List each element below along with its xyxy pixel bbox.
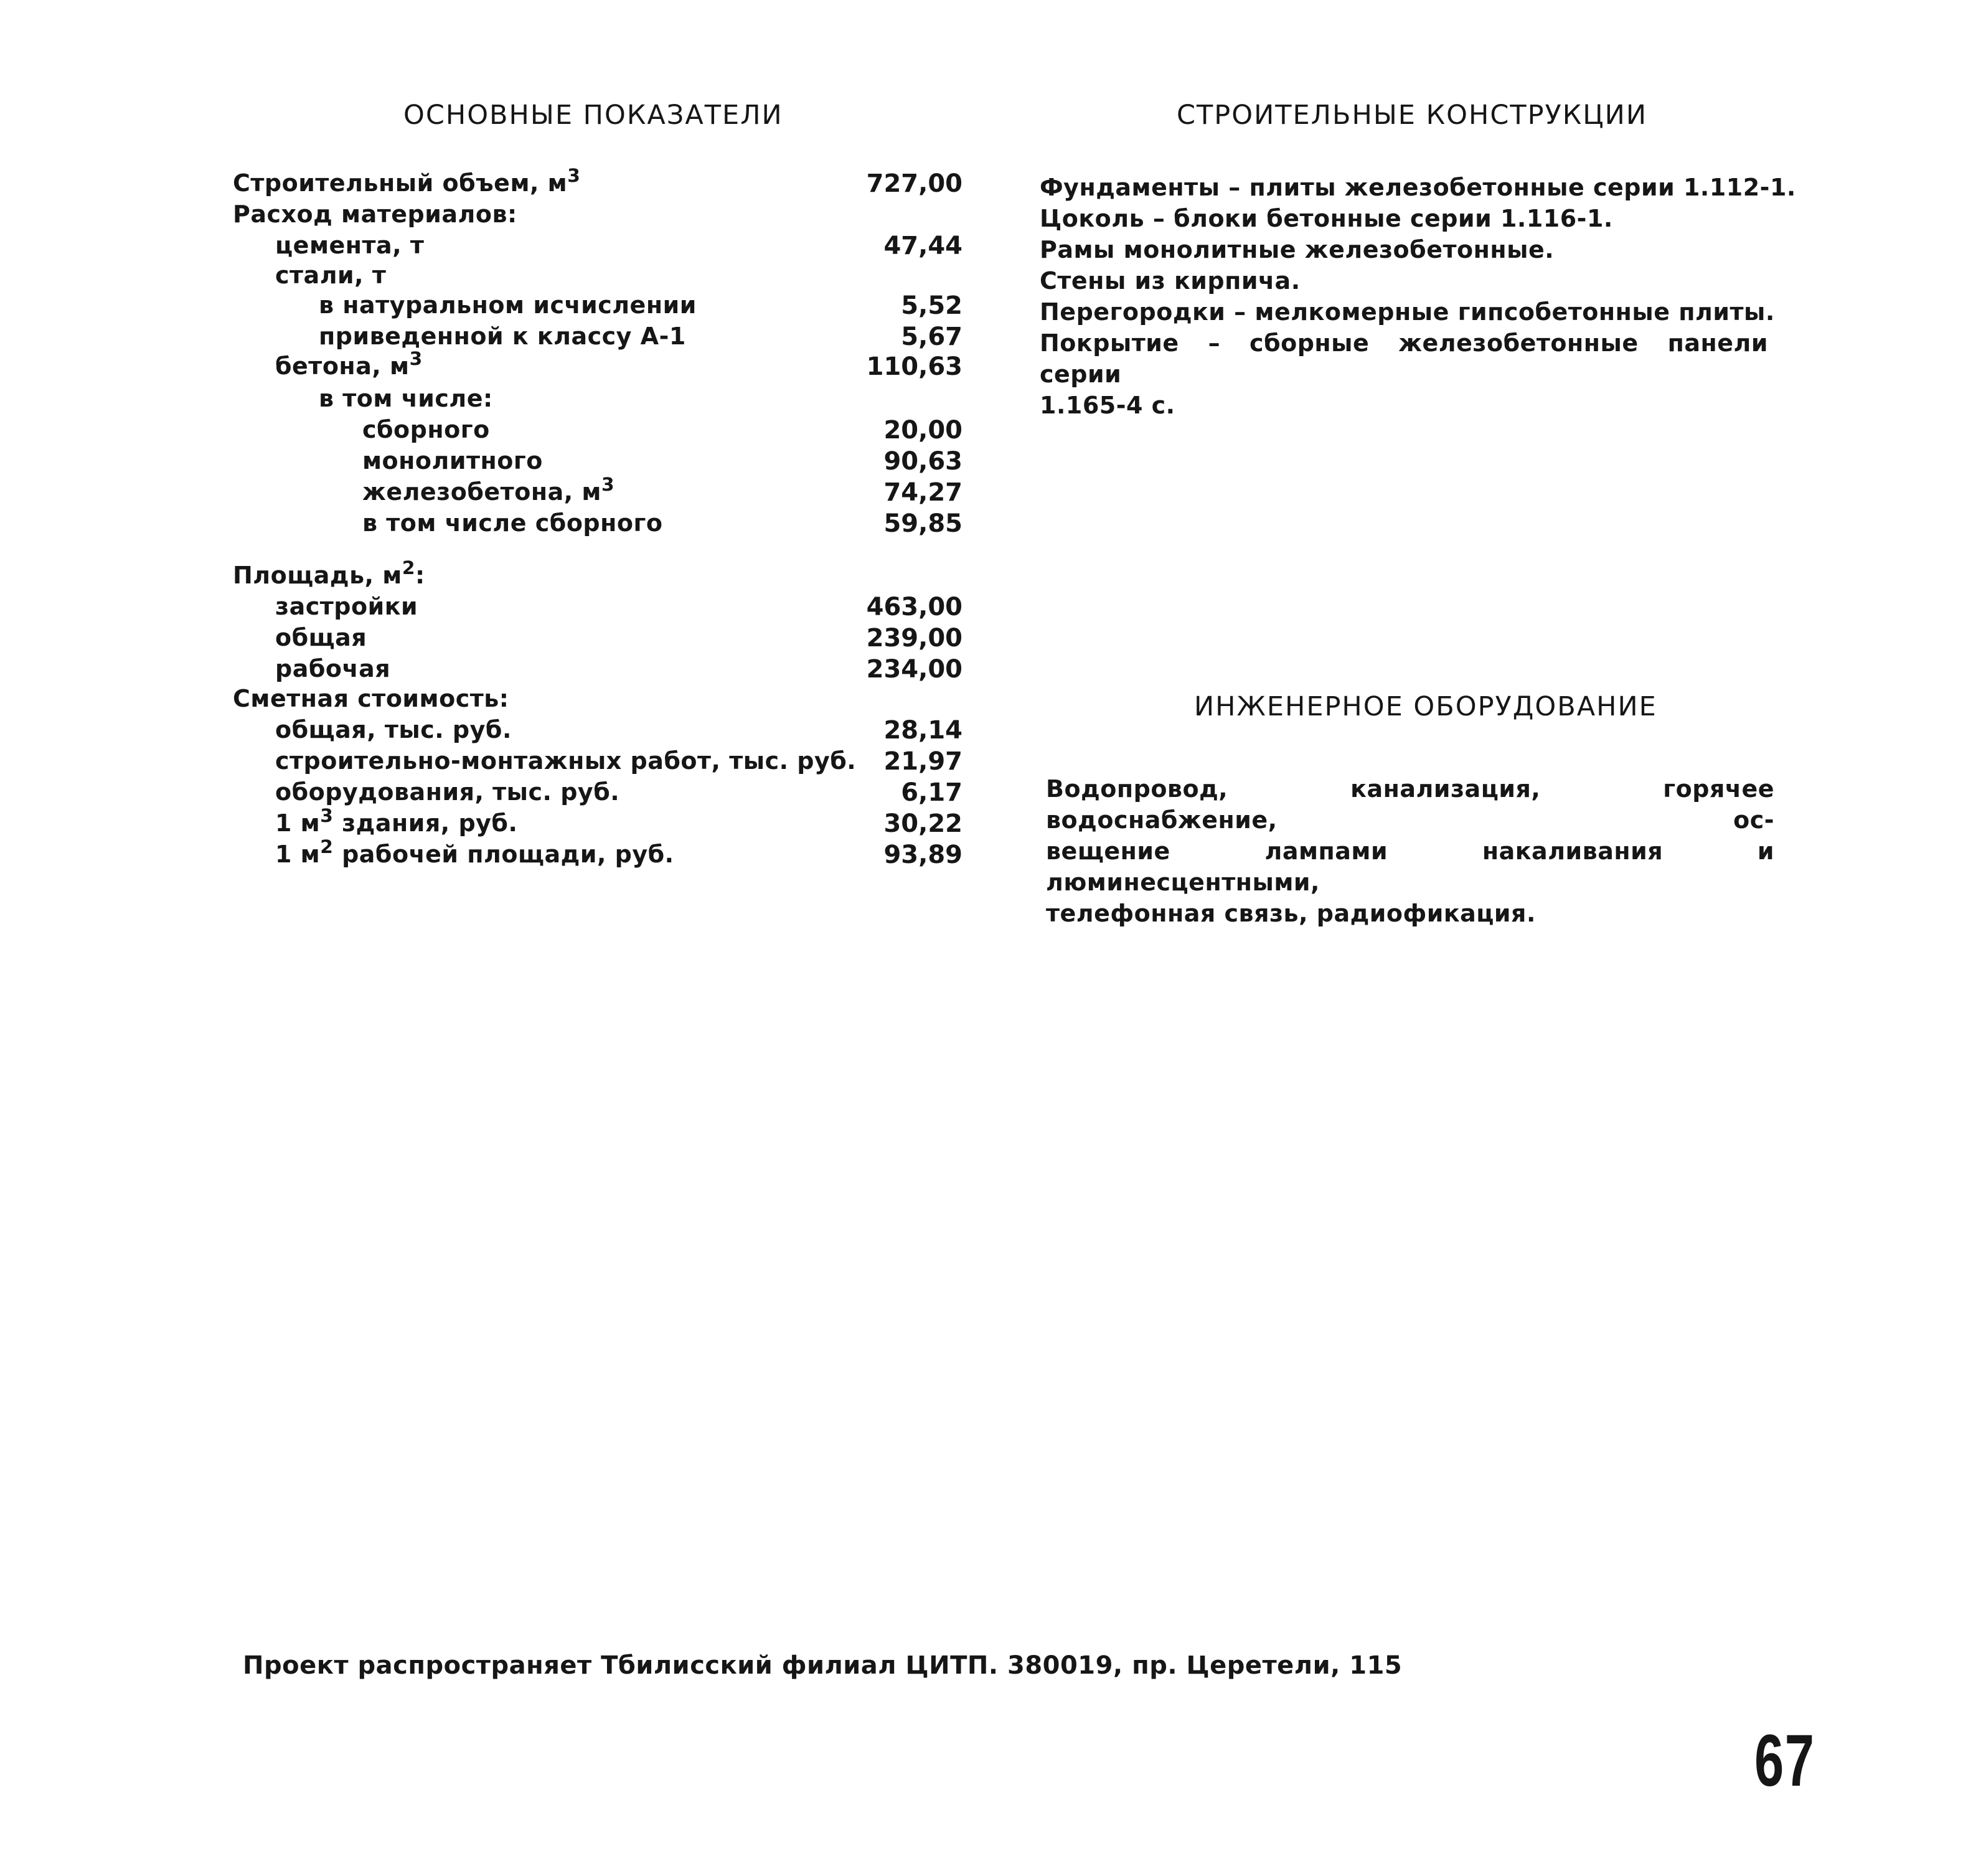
indicator-label: общая, тыс. руб. [275, 716, 512, 743]
indicator-value: 59,85 [883, 509, 962, 538]
indicator-value: 727,00 [866, 169, 962, 198]
indicator-label: в том числе: [319, 385, 493, 412]
indicator-row [0, 804, 962, 841]
unit-exponent: 3 [601, 473, 615, 495]
indicator-row [0, 323, 962, 354]
indicator-value: 5,52 [901, 291, 962, 320]
engineering-line: вещение лампами накаливания и люминесцентными, [1046, 837, 1774, 896]
indicator-label: Сметная стоимость: [233, 685, 509, 712]
constructions-heading: СТРОИТЕЛЬНЫЕ КОНСТРУКЦИИ [1177, 100, 1647, 131]
indicator-row [0, 200, 962, 232]
indicator-row [0, 778, 962, 809]
unit-exponent: 3 [567, 164, 581, 186]
indicator-label: общая [275, 624, 367, 651]
indicator-label: застройки [275, 593, 418, 620]
indicator-label: Строительный объем, $м^3$ [233, 164, 581, 197]
unit-exponent: 2 [402, 556, 415, 578]
construction-line: Покрытие – сборные железобетонные панели серии [1040, 329, 1768, 388]
indicator-label: в натуральном исчислении [319, 291, 697, 319]
indicator-label: рабочая [275, 655, 391, 682]
engineering-line: Водопровод, канализация, горячее водоснабжение, ос- [1046, 775, 1774, 834]
unit-exponent: 3 [409, 347, 423, 369]
indicator-value: 239,00 [866, 624, 962, 653]
construction-line: Фундаменты – плиты железобетонные серии 1.112-1. [1040, 174, 1796, 201]
indicator-value: 234,00 [866, 655, 962, 684]
indicator-value: 20,00 [883, 416, 962, 445]
construction-line: Цоколь – блоки бетонные серии 1.116-1. [1040, 205, 1613, 232]
main-indicators-heading: ОСНОВНЫЕ ПОКАЗАТЕЛИ [403, 100, 783, 131]
indicator-row [0, 835, 962, 872]
construction-line: Перегородки – мелкомерные гипсобетонные плиты. [1040, 298, 1775, 326]
page-number: 67 [1754, 1720, 1815, 1802]
indicator-row [0, 624, 962, 655]
indicator-row [0, 291, 962, 323]
engineering-heading: ИНЖЕНЕРНОЕ ОБОРУДОВАНИЕ [1194, 691, 1657, 722]
indicator-value: 93,89 [883, 841, 962, 869]
indicator-label: 1 $м^3$ здания, руб. [275, 804, 518, 837]
indicator-value: 90,63 [883, 447, 962, 476]
unit-exponent: 2 [320, 835, 334, 857]
indicator-row [0, 385, 962, 416]
indicator-value: 110,63 [866, 352, 962, 381]
indicator-value: 47,44 [883, 232, 962, 260]
indicator-label: оборудования, тыс. руб. [275, 778, 620, 806]
indicator-value: 5,67 [901, 323, 962, 351]
distributor-footer: Проект распространяет Тбилисский филиал ЦИТП. 380019, пр. Церетели, 115 [243, 1651, 1403, 1680]
indicator-label: 1 $м^2$ рабочей площади, руб. [275, 835, 674, 868]
indicator-row [0, 473, 962, 509]
indicator-row [0, 416, 962, 447]
indicator-row [0, 447, 962, 478]
indicator-label: сборного [362, 416, 490, 443]
indicator-label: стали, т [275, 262, 387, 289]
indicator-row [0, 593, 962, 624]
construction-line: 1.165-4 с. [1040, 392, 1175, 419]
indicator-label: Площадь, $м^2$: [233, 556, 425, 589]
indicator-label: приведенной к классу А-1 [319, 323, 686, 350]
indicator-value: 21,97 [883, 747, 962, 776]
indicator-label: в том числе сборного [362, 509, 663, 537]
engineering-line: телефонная связь, радиофикация. [1046, 900, 1536, 927]
indicator-row [0, 232, 962, 263]
indicator-value: 6,17 [901, 778, 962, 807]
indicator-row [0, 509, 962, 540]
indicator-row [0, 685, 962, 716]
indicator-value: 30,22 [883, 809, 962, 838]
indicator-label: железобетона, $м^3$ [362, 473, 615, 506]
indicator-row [0, 556, 962, 593]
indicator-label: монолитного [362, 447, 543, 474]
constructions-list [1040, 172, 1796, 421]
indicator-label: бетона, $м^3$ [275, 347, 423, 380]
indicator-value: 74,27 [883, 478, 962, 507]
indicator-row [0, 655, 962, 686]
indicator-value: 28,14 [883, 716, 962, 745]
indicator-row [0, 347, 962, 384]
indicator-row [0, 262, 962, 293]
indicator-label: цемента, т [275, 232, 425, 259]
indicator-label: строительно-монтажных работ, тыс. руб. [275, 747, 857, 775]
indicator-label: Расход материалов: [233, 200, 517, 228]
construction-line: Рамы монолитные железобетонные. [1040, 236, 1555, 263]
engineering-text [1046, 773, 1774, 929]
unit-exponent: 3 [320, 804, 334, 826]
construction-line: Стены из кирпича. [1040, 267, 1301, 295]
indicator-row [0, 164, 962, 200]
indicator-value: 463,00 [866, 593, 962, 621]
indicator-row [0, 716, 962, 747]
indicator-row [0, 747, 962, 778]
